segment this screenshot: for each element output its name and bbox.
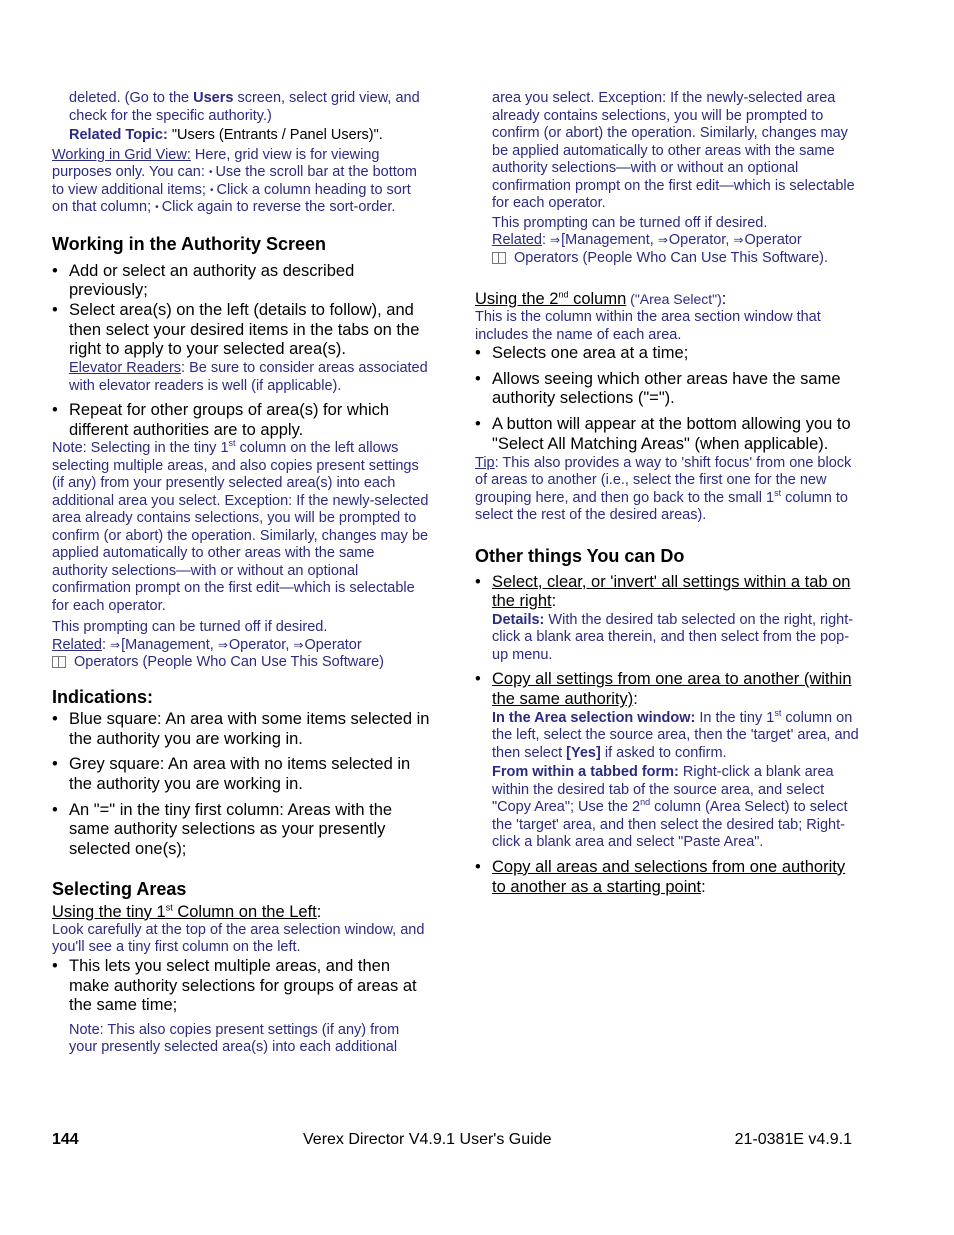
guide-title: Verex Director V4.9.1 User's Guide	[303, 1131, 552, 1148]
page-footer	[52, 1131, 852, 1153]
elevator-readers-link[interactable]: Elevator Readers	[69, 360, 182, 377]
left-column	[52, 90, 430, 1057]
list-item: • Copy all settings from one area to another (within the same authority): In the Area selection window: In the tiny 1st column on the left, select the source area, then the 'target' area, and then select [Yes] if asked to confirm. From within a tabbed form: Right-click a blank area within the desired tab of the source area, and select "Copy Area"; Use the 2nd column (Area Select) to select the 'target' area, and then select the desired tab; Right-click a blank area and select "Paste Area".	[475, 670, 860, 851]
list-item: • A button will appear at the bottom allowing you to "Select All Matching Areas" (when applicable).	[475, 415, 860, 454]
other-things-list	[475, 573, 860, 898]
bullet-icon: •	[209, 184, 214, 196]
tip-link[interactable]: Tip	[475, 454, 495, 471]
heading-other-things: Other things You can Do	[475, 545, 685, 566]
list-item: • Add or select an authority as described previously;	[52, 262, 430, 301]
list-item: • Repeat for other groups of area(s) for which different authorities are to apply.	[52, 401, 430, 440]
list-item: • Grey square: An area with no items selected in the authority you are working in.	[52, 755, 430, 794]
bullet-icon: •	[208, 167, 213, 178]
list-item: • Blue square: An area with some items selected in the authority you are working in.	[52, 710, 430, 749]
related-link[interactable]: Related	[492, 232, 542, 248]
list-item: • An "=" in the tiny first column: Areas with the same authority selections as your presently selected one(s);	[52, 801, 430, 860]
heading-selecting-areas: Selecting Areas	[52, 878, 187, 899]
arrow-icon: ⇒	[217, 637, 228, 652]
arrow-icon: ⇒	[293, 637, 304, 652]
details-note: Details: With the desired tab selected on the right, right-click a blank area therein, and then select from the pop-up menu.	[492, 611, 854, 663]
operators-line: Operators (People Who Can Use This Software)	[52, 654, 430, 672]
continued-note: area you select. Exception: If the newly-selected area already contains selections, you will be prompted to confirm (or abort) the operation. Similarly, changes may be applied automatically to other areas with the same authority selections—with or without an optional confirmation prompt on the first edit—which is selectable for each operator.	[492, 90, 855, 211]
list-item: • Select area(s) on the left (details to follow), and then select your desired items in the tabs on the right to apply to your selected area(s). Elevator Readers: Be sure to consider areas associated with elevator readers is well (if applicable).	[52, 301, 430, 395]
tip-note: Tip: This also provides a way to 'shift focus' from one block of areas to another (i.e., select the first one for the new grouping here, and then go back to the small 1st column to select the rest of the desired areas).	[475, 454, 852, 524]
right-column	[475, 90, 860, 897]
selecting-list	[52, 957, 430, 1016]
subheading-first-column: Using the tiny 1st Column on the Left:	[52, 902, 322, 921]
list-item: • Allows seeing which other areas have the same authority selections ("=").	[475, 370, 860, 409]
tabbed-form-note: From within a tabbed form: Right-click a blank area within the desired tab of the source area, and select "Copy Area"; Use the 2nd column (Area Select) to select the 'target' area, and then select the desired tab; Right-click a blank area and select "Paste Area".	[492, 764, 848, 851]
page-number: 144	[52, 1131, 79, 1148]
look-note: Look carefully at the top of the area selection window, and you'll see a tiny first column on the left.	[52, 921, 425, 956]
subheading-second-column: Using the 2nd column ("Area Select"):	[475, 289, 727, 308]
prompting-note: This prompting can be turned off if desired.	[52, 619, 328, 636]
elevator-note: Elevator Readers: Be sure to consider areas associated with elevator readers is well (if applicable).	[69, 360, 428, 394]
list-item: • Copy all areas and selections from one authority to another as a starting point:	[475, 858, 860, 897]
column-description: This is the column within the area section window that includes the name of each area.	[475, 309, 821, 343]
book-icon	[52, 656, 66, 667]
area-window-note: In the Area selection window: In the tiny 1st column on the left, select the source area, then the 'target' area, and then select [Yes] if asked to confirm.	[492, 708, 859, 761]
heading-indications: Indications:	[52, 686, 154, 707]
prompting-note: This prompting can be turned off if desired.	[492, 214, 768, 231]
document-number: 21-0381E v4.9.1	[734, 1131, 852, 1148]
copy-settings-link[interactable]: Copy all settings from one area to another (within the same authority)	[492, 670, 852, 709]
related-topic-note: Related Topic: "Users (Entrants / Panel Users)".	[69, 127, 383, 143]
bullet-icon: •	[155, 202, 159, 213]
related-line: Related: ⇒[Management, ⇒Operator, ⇒Operator	[492, 232, 802, 248]
grid-view-note: Working in Grid View: Here, grid view is for viewing purposes only. You can: • Use the scroll bar at the bottom to view additional items; • Click a column heading to sort on that column; • Click again to reverse the sort-order.	[52, 146, 417, 215]
related-line: Related: ⇒[Management, ⇒Operator, ⇒Operator	[52, 636, 362, 653]
select-clear-invert-link[interactable]: Select, clear, or 'invert' all settings within a tab on the right	[492, 572, 851, 611]
grid-view-link[interactable]: Working in Grid View:	[52, 146, 191, 163]
book-icon	[492, 252, 506, 263]
copies-note: Note: This also copies present settings (if any) from your presently selected area(s) into each additional	[69, 1021, 400, 1056]
second-column-list	[475, 344, 860, 455]
related-link[interactable]: Related	[52, 636, 102, 653]
list-item: • This lets you select multiple areas, and then make authority selections for groups of areas at the same time;	[52, 957, 430, 1016]
selection-note: Note: Selecting in the tiny 1st column on the left allows selecting multiple areas, and also copies present settings (if any) from your presently selected area(s) into each additional area you select. Exception: If the newly-selected area already contains selections, you will be prompted to confirm (or abort) the operation. Similarly, changes may be applied automatically to other areas with the same authority selections—with or without an optional confirmation prompt on the first edit—which is selectable for each operator.	[52, 438, 429, 614]
operators-line: Operators (People Who Can Use This Software).	[492, 250, 860, 268]
copy-areas-link[interactable]: Copy all areas and selections from one authority to another as a starting point	[492, 857, 846, 896]
working-list	[52, 262, 430, 441]
arrow-icon: ⇒	[657, 233, 668, 247]
deleted-note: deleted. (Go to the Users screen, select grid view, and check for the specific authority.)	[69, 90, 420, 124]
arrow-icon: ⇒	[110, 637, 121, 652]
indications-list	[52, 710, 430, 860]
list-item: • Select, clear, or 'invert' all settings within a tab on the right: Details: With the desired tab selected on the right, right-click a blank area therein, and then select from the pop-up menu.	[475, 573, 860, 665]
arrow-icon: ⇒	[550, 233, 561, 247]
heading-working: Working in the Authority Screen	[52, 233, 327, 254]
list-item: • Selects one area at a time;	[475, 344, 860, 364]
arrow-icon: ⇒	[733, 233, 744, 247]
